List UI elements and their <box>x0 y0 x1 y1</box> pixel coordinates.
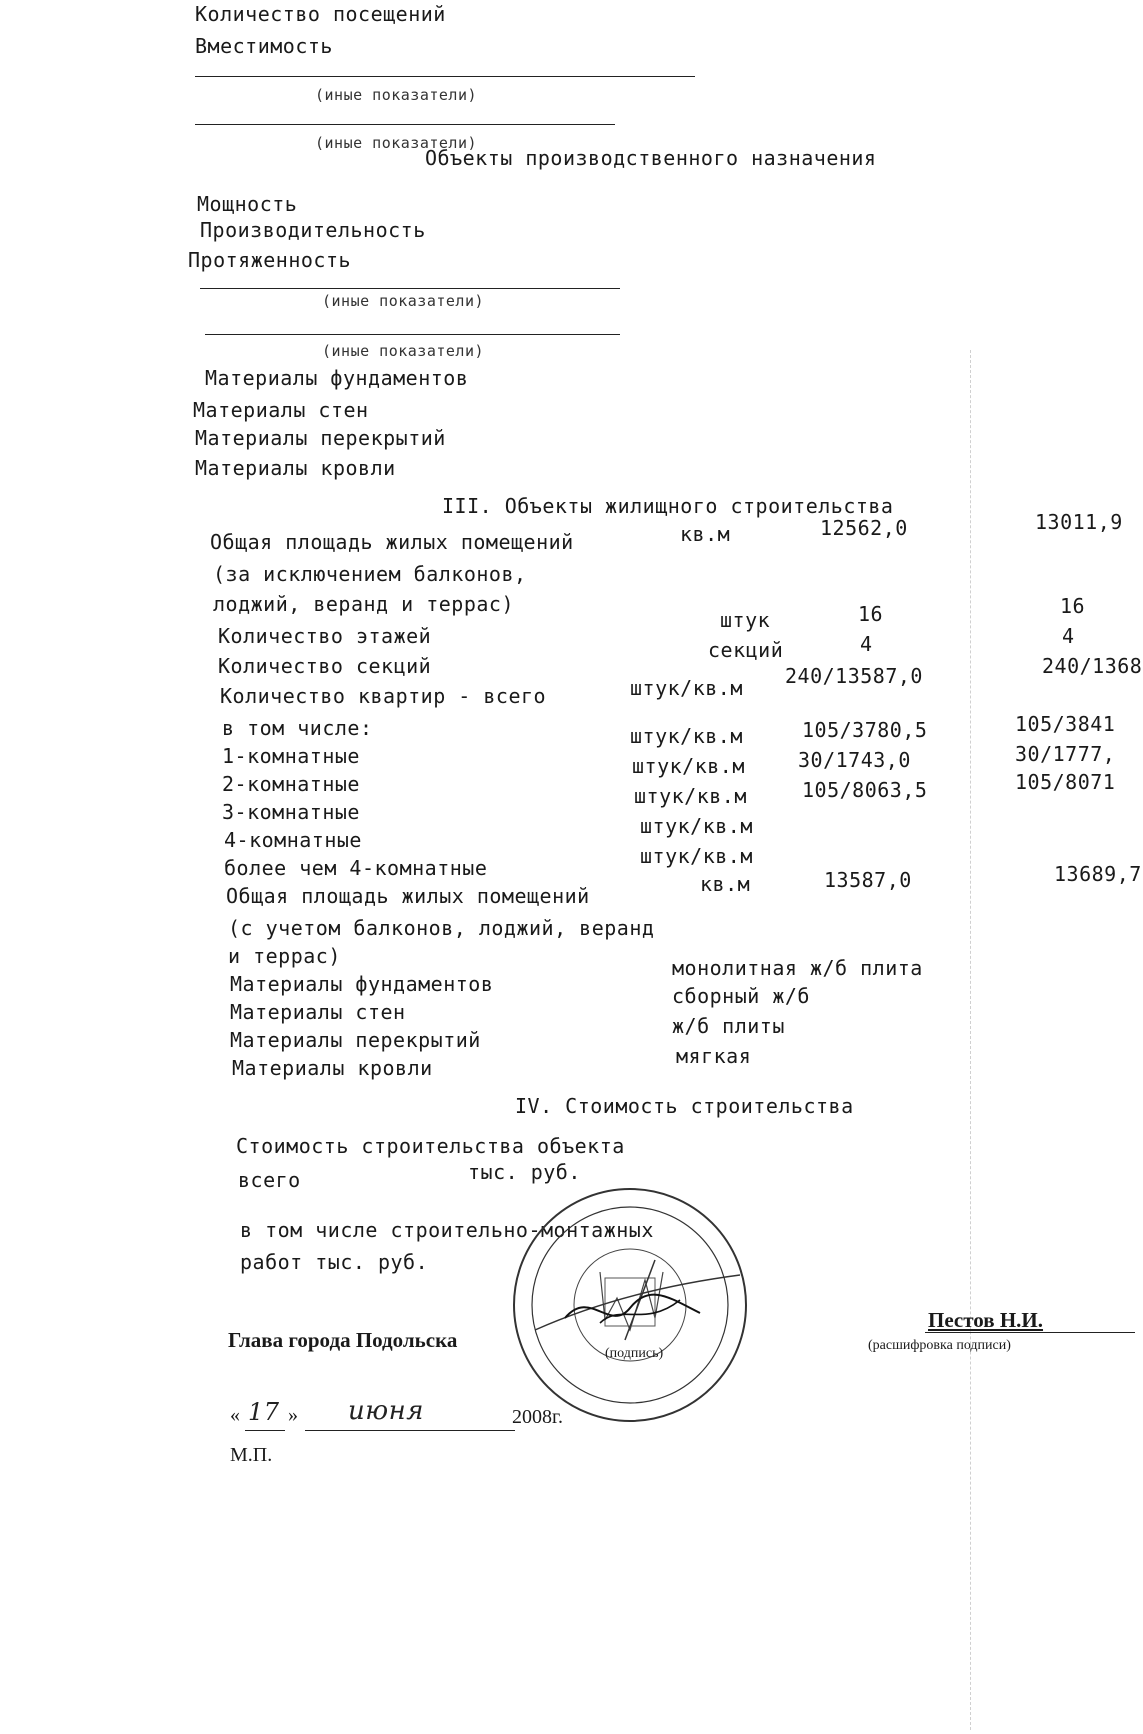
floors-count-fact: 16 <box>1060 594 1086 618</box>
area-excl-label-line1: Общая площадь жилых помещений <box>210 530 574 554</box>
apartments-total-label: Количество квартир - всего <box>220 684 547 708</box>
length-label: Протяженность <box>188 248 352 272</box>
including-label: в том числе: <box>222 716 373 740</box>
rooms-3-fact: 105/8071 <box>1015 770 1116 794</box>
apartments-total-plan: 240/13587,0 <box>785 664 923 688</box>
area-excl-label-line3: лоджий, веранд и террас) <box>213 592 514 616</box>
rooms-3-label: 3-комнатные <box>222 800 360 824</box>
area-incl-label-line1: Общая площадь жилых помещений <box>226 884 590 908</box>
area-incl-fact: 13689,7 <box>1054 862 1142 886</box>
other-indicators-caption: (иные показатели) <box>315 86 478 104</box>
sections-count-unit: секций <box>708 638 784 662</box>
sections-count-fact: 4 <box>1062 624 1075 648</box>
name-caption: (расшифровка подписи) <box>868 1338 1011 1353</box>
rooms-1-fact: 105/3841 <box>1015 712 1116 736</box>
date-close-quote: » <box>288 1404 298 1426</box>
cost-heading: IV. Стоимость строительства <box>515 1094 854 1118</box>
cost-total-label-line2: всего <box>238 1168 301 1192</box>
area-excl-label-line2: (за исключением балконов, <box>213 562 527 586</box>
cost-total-label-line1: Стоимость строительства объекта <box>236 1134 625 1158</box>
floors-count-plan: 16 <box>858 602 884 626</box>
rooms-3-plan: 105/8063,5 <box>802 778 928 802</box>
production-heading: Объекты производственного назначения <box>425 146 877 170</box>
walls-label: Материалы стен <box>193 398 369 422</box>
floors-count-label: Количество этажей <box>218 624 432 648</box>
visits-label: Количество посещений <box>195 2 446 26</box>
date-day-underline <box>245 1430 285 1431</box>
rooms-5plus-unit: штук/кв.м <box>640 844 753 868</box>
productivity-label: Производительность <box>200 218 426 242</box>
area-incl-plan: 13587,0 <box>824 868 912 892</box>
capacity-label: Вместимость <box>195 34 333 58</box>
cost-construction-label-line1: в том числе строительно-монтажных <box>240 1218 654 1242</box>
housing-foundation-value: монолитная ж/б плита <box>672 956 923 980</box>
blank-line <box>195 76 695 77</box>
cost-total-unit: тыс. руб. <box>468 1160 581 1184</box>
cost-construction-label-line2: работ тыс. руб. <box>240 1250 429 1274</box>
blank-line <box>195 124 615 125</box>
rooms-3-unit: штук/кв.м <box>634 784 747 808</box>
stamp-place-label: М.П. <box>230 1444 273 1466</box>
power-label: Мощность <box>197 192 298 216</box>
scan-artifact-line <box>970 350 971 1730</box>
housing-heading: III. Объекты жилищного строительства <box>442 494 894 518</box>
signatory-position: Глава города Подольска <box>228 1328 458 1352</box>
other-indicators-caption: (иные показатели) <box>315 134 478 152</box>
rooms-1-plan: 105/3780,5 <box>802 718 928 742</box>
blank-line <box>200 288 620 289</box>
rooms-2-label: 2-комнатные <box>222 772 360 796</box>
apartments-total-unit: штук/кв.м <box>630 676 743 700</box>
date-open-quote: « <box>230 1404 240 1426</box>
area-excl-unit: кв.м <box>680 522 731 546</box>
roof-label: Материалы кровли <box>195 456 396 480</box>
area-excl-fact-value: 13011,9 <box>1035 510 1123 534</box>
rooms-2-plan: 30/1743,0 <box>798 748 911 772</box>
rooms-2-unit: штук/кв.м <box>632 754 745 778</box>
rooms-2-fact: 30/1777, <box>1015 742 1116 766</box>
housing-floors-value: ж/б плиты <box>672 1014 785 1038</box>
date-month-underline <box>305 1430 515 1431</box>
rooms-5plus-label: более чем 4-комнатные <box>224 856 488 880</box>
foundation-label: Материалы фундаментов <box>205 366 469 390</box>
sections-count-plan: 4 <box>860 632 873 656</box>
floors-count-unit: штук <box>720 608 771 632</box>
date-month: июня <box>348 1396 424 1426</box>
housing-floors-label: Материалы перекрытий <box>230 1028 481 1052</box>
name-underline <box>925 1332 1135 1333</box>
housing-roof-value: мягкая <box>676 1044 752 1068</box>
rooms-4-unit: штук/кв.м <box>640 814 753 838</box>
date-year: 2008г. <box>512 1406 563 1428</box>
housing-foundation-label: Материалы фундаментов <box>230 972 494 996</box>
rooms-4-label: 4-комнатные <box>224 828 362 852</box>
area-incl-label-line3: и террас) <box>228 944 341 968</box>
housing-walls-value: сборный ж/б <box>672 984 810 1008</box>
date-day: 17 <box>248 1398 280 1426</box>
housing-roof-label: Материалы кровли <box>232 1056 433 1080</box>
sections-count-label: Количество секций <box>218 654 432 678</box>
rooms-1-unit: штук/кв.м <box>630 724 743 748</box>
housing-walls-label: Материалы стен <box>230 1000 406 1024</box>
apartments-total-fact: 240/1368 <box>1042 654 1143 678</box>
rooms-1-label: 1-комнатные <box>222 744 360 768</box>
area-excl-plan-value: 12562,0 <box>820 516 908 540</box>
area-incl-unit: кв.м <box>700 872 751 896</box>
signatory-name: Пестов Н.И. <box>928 1308 1044 1332</box>
signature-caption: (подпись) <box>605 1346 664 1361</box>
floors-label: Материалы перекрытий <box>195 426 446 450</box>
other-indicators-caption: (иные показатели) <box>322 292 485 310</box>
blank-line <box>205 334 620 335</box>
area-incl-label-line2: (с учетом балконов, лоджий, веранд <box>228 916 655 940</box>
other-indicators-caption: (иные показатели) <box>322 342 485 360</box>
handwritten-signature <box>560 1278 710 1338</box>
